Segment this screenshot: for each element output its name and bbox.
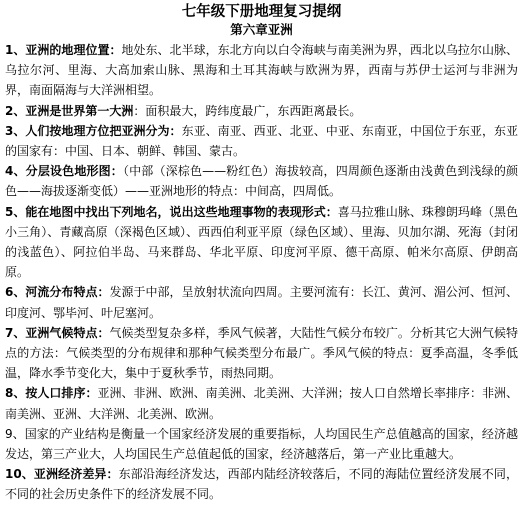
outline-item-3 [5,121,518,161]
item-text: 亚洲、非洲、欧洲、南美洲、北美洲、大洋洲；按人口自然增长率排序：非洲、南美洲、亚洲、大洋洲、北美洲、欧洲。 [5,386,518,421]
outline-item-2 [5,101,518,121]
item-text: 地处东、北半球，东北方向以白令海峡与南美洲为界，西北以乌拉尔山脉、乌拉尔河、里海、大高加索山脉、黑海和土耳其海峡与欧洲为界，西南与苏伊士运河与非洲为界，南面隔海与大洋洲相望。 [5,43,518,98]
item-text: 喜马拉雅山脉、珠穆朗玛峰（黑色小三角）、青藏高原（深褐色区域）、西西伯利亚平原（绿色区域）、里海、贝加尔湖、死海（封闭的浅蓝色）、阿拉伯半岛、马来群岛、华北平原、印度河平原、德干高原、帕米尔高原、伊朗高原。 [5,204,518,280]
item-text: 东部沿海经济发达，西部内陆经济较落后，不同的海陆位置经济发展不同，不同的社会历史条件下的经济发展不同。 [5,467,518,502]
item-lead: 6、河流分布特点： [5,285,110,300]
item-text: 发源于中部，呈放射状流向四周。主要河流有：长江、黄河、湄公河、恒河、印度河、鄂毕河、叶尼塞河。 [5,285,518,320]
item-lead: 8、按人口排序： [5,386,98,401]
item-lead: 1、亚洲的地理位置： [5,43,122,57]
chapter-title: 第六章亚洲 [230,22,293,37]
item-text: （中部（深棕色——粉红色）海拔较高，四周颜色逐渐由浅黄色到浅绿的颜色——海拔逐渐变低）——亚洲地形的特点：中间高，四周低。 [5,164,518,199]
item-text: 东亚、南亚、西亚、北亚、中亚、东南亚，中国位于东亚，东亚的国家有：中国、日本、朝鲜、韩国、蒙古。 [5,123,518,159]
item-lead: 5、能在地图中找出下列地名，说出这些地理事物的表现形式： [5,204,338,219]
outline-item-4 [5,161,518,201]
item-lead: 10、亚洲经济差异： [5,467,119,482]
outline-item-8 [5,383,518,423]
item-text: 气候类型复杂多样，季风气候著，大陆性气候分布较广。分析其它大洲气候特点的方法：气候类型的分布规律和那种气候类型分布最广。季风气候的特点：夏季高温，冬季低温，降水季节变化大，集中于夏秋季节，雨热同期。 [5,325,518,381]
outline-item-1 [5,40,518,101]
outline-item-7 [5,323,518,384]
item-lead: 4、分层设色地形图： [5,164,123,179]
item-lead: 3、人们按地理方位把亚洲分为： [5,123,182,138]
outline-item-5 [5,202,518,283]
outline-item-9 [5,424,518,464]
item-lead: 7、亚洲气候特点： [5,325,110,340]
item-text: 9、国家的产业结构是衡量一个国家经济发展的重要指标，人均国民生产总值越高的国家，经济越发达，第三产业大，人均国民生产总值起低的国家，经济越落后，第一产业比重越大。 [5,426,518,462]
item-lead: 2、亚洲是世界第一大洲 [5,103,134,118]
document-title: 七年级下册地理复习提纲 [181,4,342,20]
outline-item-10 [5,464,518,504]
outline-item-6 [5,282,518,322]
item-text: ：面积最大，跨纬度最广，东西距离最长。 [133,103,362,118]
